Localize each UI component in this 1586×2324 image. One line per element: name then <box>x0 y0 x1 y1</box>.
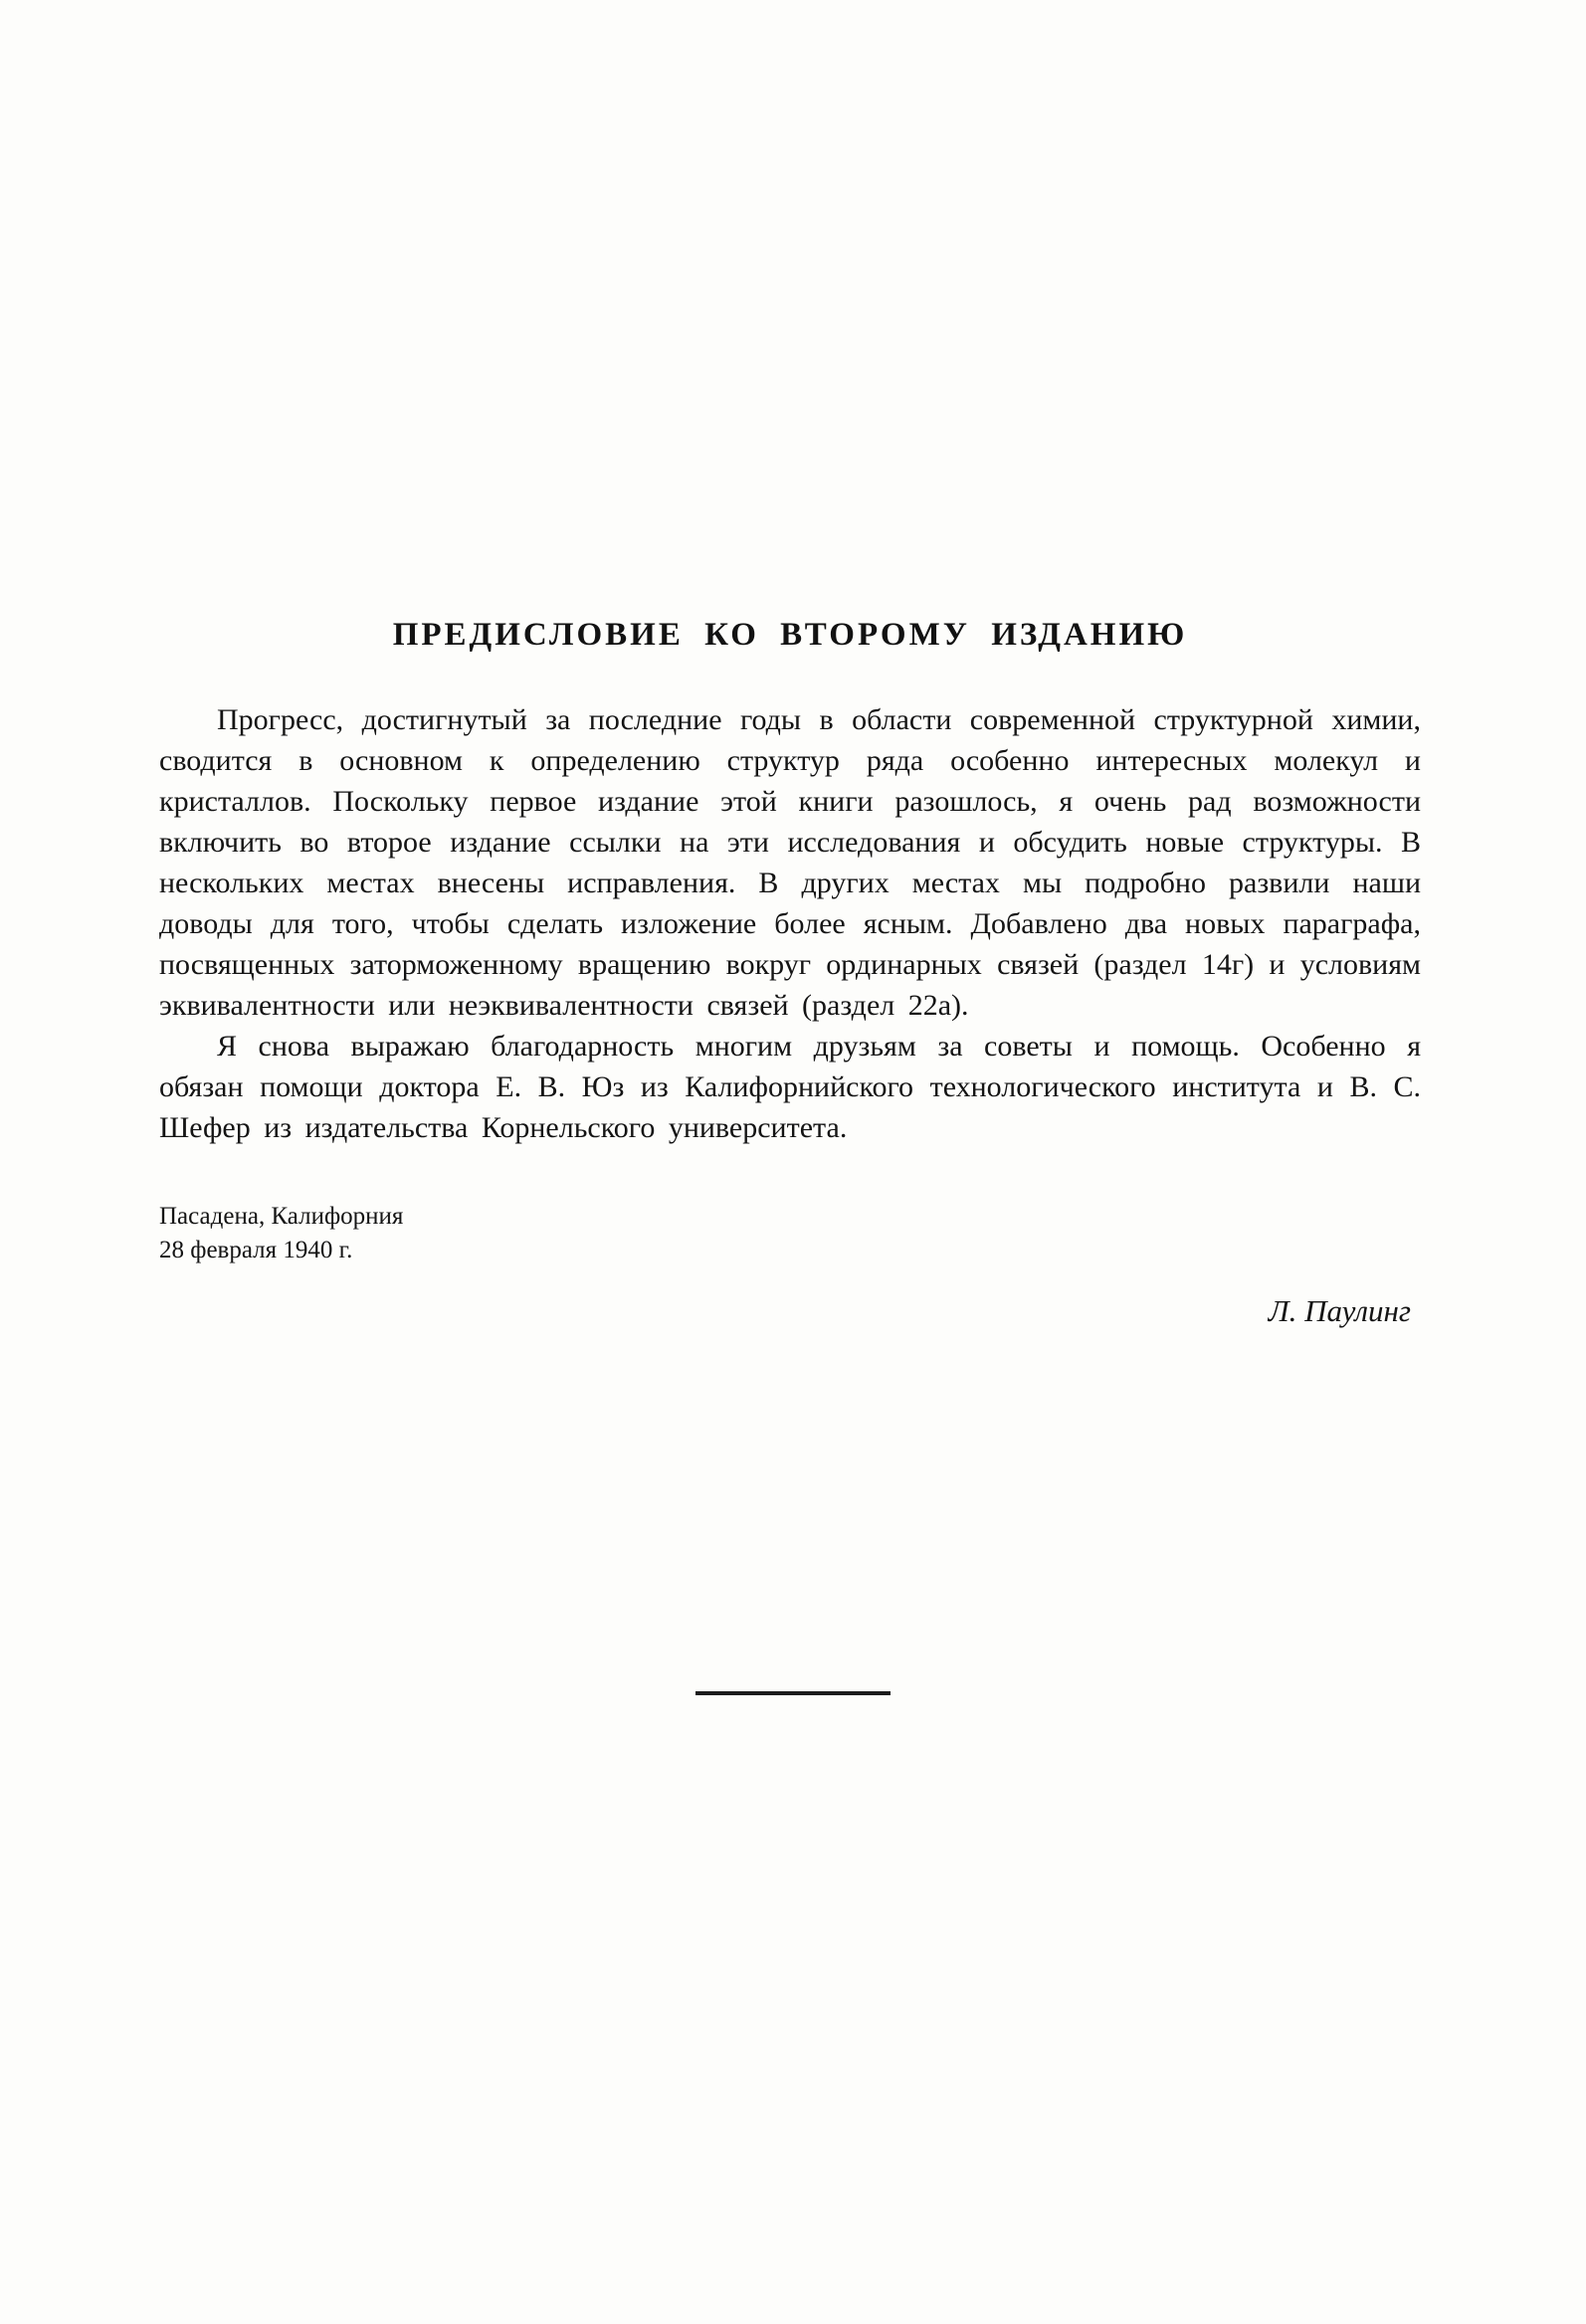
date-text: 28 февраля 1940 г. <box>159 1237 353 1263</box>
paragraph: Прогресс, достигнутый за последние годы в области современной структурной химии, сводится в основном к определению структур ряда особенно интересных молекул и кристаллов. Поскольку первое издание этой книги разошлось, я очень рад возможности включить во второе издание ссылки на эти исследования и обсудить новые структуры. В нескольких местах внесены исправления. В других местах мы подробно развили наши доводы для того, чтобы сделать изложение более ясным. Добавлено два новых параграфа, посвященных заторможенному вращению вокруг ординарных связей (раздел 14г) и условиям эквивалентности или неэквивалентности связей (раздел 22а). <box>159 703 1421 1022</box>
place-text: Пасадена, Калифорния <box>159 1203 404 1230</box>
text-block <box>159 617 1421 1329</box>
page-title: ПРЕДИСЛОВИЕ КО ВТОРОМУ ИЗДАНИЮ <box>392 617 1188 653</box>
author-signature: Л. Паулинг <box>1268 1293 1411 1328</box>
paragraph: Я снова выражаю благодарность многим друзьям за советы и помощь. Особенно я обязан помощи доктора Е. В. Юз из Калифорнийского технологического института и В. С. Шефер из издательства Корнельского университета. <box>159 1030 1421 1144</box>
section-divider-rule <box>695 1691 891 1695</box>
dateline <box>159 1200 1421 1267</box>
